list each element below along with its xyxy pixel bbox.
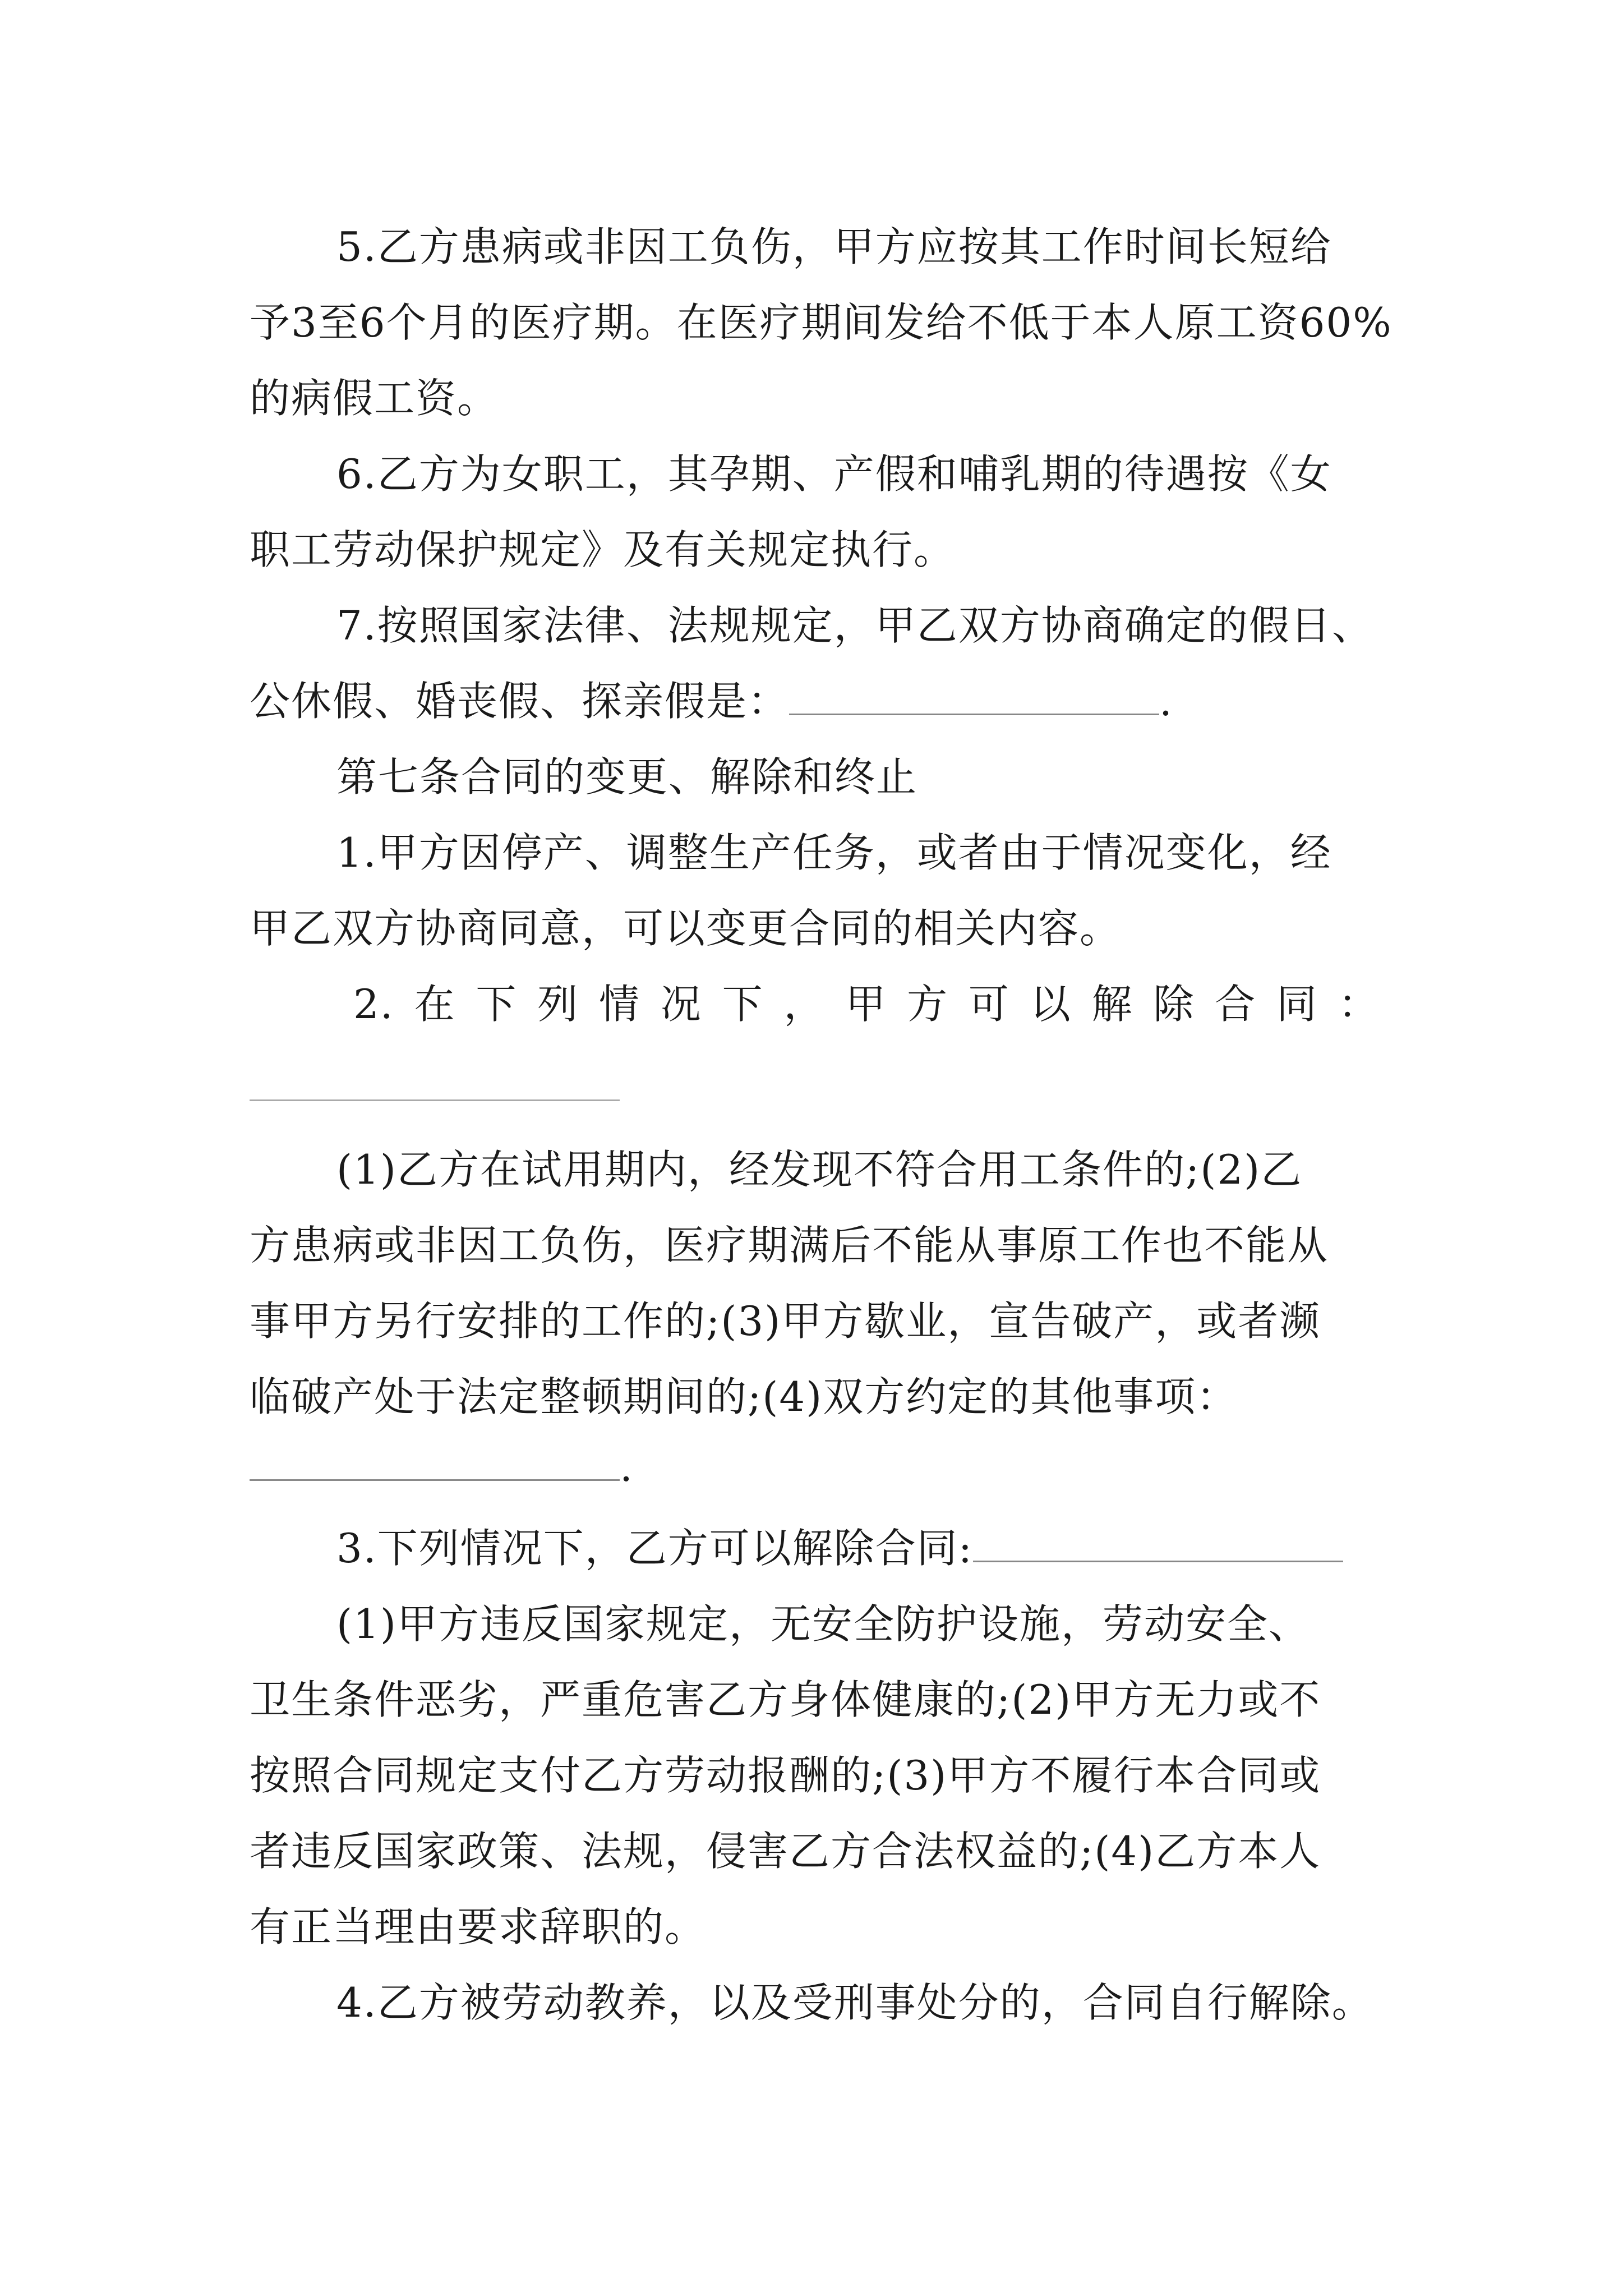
spaced-char: 情: [599, 981, 641, 1028]
paragraph-line: 4.乙方被劳动教养，以及受刑事处分的，合同自行解除。: [336, 1979, 1373, 2026]
paragraph-line: 卫生条件恶劣，严重危害乙方身体健康的;(2)甲方无力或不: [250, 1676, 1321, 1723]
paragraph-line: 临破产处于法定整顿期间的;(4)双方约定的其他事项：: [250, 1373, 1238, 1420]
spaced-char: 下: [722, 981, 764, 1028]
period: .: [620, 1443, 634, 1490]
paragraph-line: 1.甲方因停产、调整生产任务，或者由于情况变化，经: [336, 829, 1332, 876]
blank-line-row: [250, 1442, 1377, 1492]
fill-in-blank[interactable]: [250, 1099, 620, 1101]
spaced-char: 在: [414, 981, 456, 1028]
spaced-char: 同: [1276, 981, 1318, 1028]
paragraph-line: 6.乙方为女职工，其孕期、产假和哺乳期的待遇按《女: [336, 450, 1332, 498]
spaced-char: 解: [1091, 981, 1133, 1028]
paragraph-line: 事甲方另行安排的工作的;(3)甲方歇业，宣告破产，或者濒: [250, 1297, 1321, 1345]
period: .: [1159, 678, 1173, 725]
paragraph-line: 有正当理由要求辞职的。: [250, 1903, 707, 1950]
paragraph-text: 3.下列情况下，乙方可以解除合同:: [336, 1525, 973, 1572]
spaced-char: 除: [1153, 981, 1195, 1028]
paragraph-line: 者违反国家政策、法规，侵害乙方合法权益的;(4)乙方本人: [250, 1828, 1321, 1875]
paragraph-line: 方患病或非因工负伤，医疗期满后不能从事原工作也不能从: [250, 1222, 1329, 1269]
paragraph-text: 公休假、婚丧假、探亲假是：: [250, 678, 790, 725]
spaced-char: 列: [537, 981, 579, 1028]
fill-in-blank[interactable]: [250, 1446, 620, 1481]
paragraph-line: 7.按照国家法律、法规规定，甲乙双方协商确定的假日、: [336, 602, 1373, 649]
paragraph-line: 甲乙双方协商同意，可以变更合同的相关内容。: [250, 905, 1122, 952]
paragraph-line: 职工劳动保护规定》及有关规定执行。: [250, 526, 956, 573]
spaced-char: ：: [1338, 981, 1380, 1028]
paragraph-line: 的病假工资。: [250, 375, 499, 422]
spaced-paragraph-line: [353, 979, 1380, 1029]
paragraph-line: 5.乙方患病或非因工负伤，甲方应按其工作时间长短给: [336, 223, 1332, 270]
paragraph-line: 予3至6个月的医疗期。在医疗期间发给不低于本人原工资60%: [250, 299, 1393, 346]
spaced-char: 况: [660, 981, 702, 1028]
paragraph-line: (1)甲方违反国家规定，无安全防护设施，劳动安全、: [336, 1600, 1310, 1648]
fill-in-blank[interactable]: [973, 1527, 1343, 1562]
section-heading: 第七条合同的变更、解除和终止: [336, 753, 918, 800]
spaced-char: 2.: [353, 981, 394, 1028]
fill-in-blank[interactable]: [789, 680, 1159, 715]
paragraph-line: 按照合同规定支付乙方劳动报酬的;(3)甲方不履行本合同或: [250, 1752, 1321, 1799]
paragraph-line-with-blank: [250, 676, 1377, 726]
spaced-char: 甲: [845, 981, 887, 1028]
paragraph-line-with-blank: [336, 1523, 1380, 1573]
spaced-char: 合: [1215, 981, 1257, 1028]
spaced-char: 以: [1030, 981, 1072, 1028]
spaced-char: 可: [968, 981, 1010, 1028]
spaced-char: 下: [476, 981, 518, 1028]
spaced-char: ，: [783, 981, 826, 1028]
spaced-char: 方: [907, 981, 949, 1028]
paragraph-line: (1)乙方在试用期内，经发现不符合用工条件的;(2)乙: [336, 1146, 1303, 1193]
